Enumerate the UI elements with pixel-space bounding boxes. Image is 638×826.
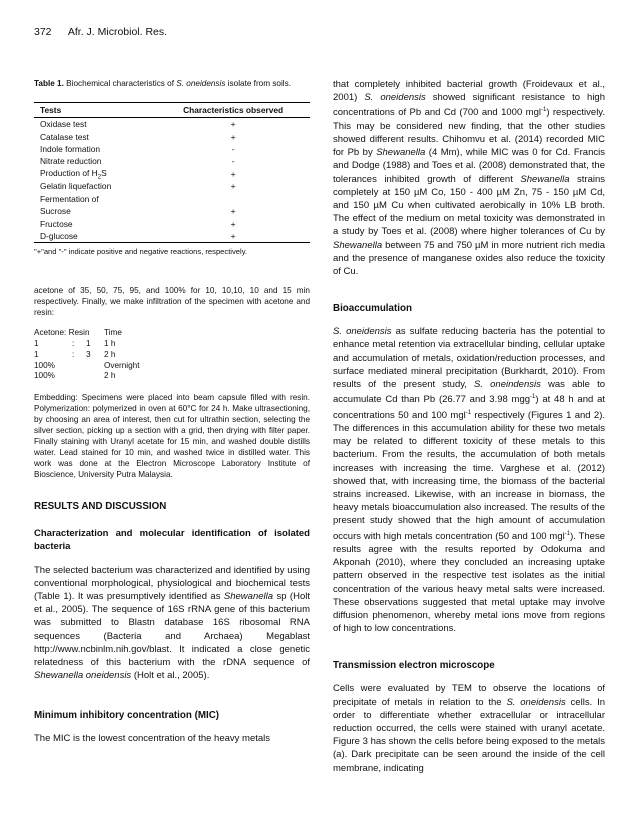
table-row: Nitrate reduction - bbox=[40, 156, 235, 167]
results-heading: RESULTS AND DISCUSSION bbox=[34, 501, 167, 513]
embedding-paragraph: Embedding: Specimens were placed into beam capsule filled with resin. Polymerization: polymerized in oven at 60°C for 24 h. Make ultrasectioning, by choosing an area of interest, then cut for ultrathin section, selecting the silver section, picking up a section with a grid, then drying with filter paper. Finally staining with Uranyl acetate for 15 min, and washed double distills water. Lead stained for 10 min, and washed twice in distilled water. This work was done at the Electron Microscope Laboratory Institute of Bioscience, University Putra Malaysia. bbox=[34, 393, 310, 480]
left-column bbox=[34, 78, 310, 746]
mic-heading: Minimum inhibitory concentration (MIC) bbox=[34, 710, 220, 722]
col-characteristics: Characteristics observed bbox=[150, 103, 310, 118]
mic-continued-paragraph: that completely inhibited bacterial growth (Froidevaux et al., 2001) S. oneidensis showed significant resistance to high concentrations of Pb and Cd (700 and 1000 mgl$^{-1}$) respectively. This may be considered new finding, that the other studies showed different results. Chihomvu et al. (2014) recorded MIC for Pb by Shewanella (4 Mm), while MIC was 0 for Cd. Francis and Dodge (1988) and Toes et al. (2008) demonstrated that, the tolerances inhibited growth of different Shewanella strains completely at 150 µM Co, 150 - 400 µM Zn, 75 - 150 µM Cd, and 150 µM Cu when cultivated aerobically in 10% LB broth. The effect of the medium on metal toxicity was demonstrated in a study by Toes et al. (2008) where higher tolerances of Cu by Shewanella between 75 and 750 µM in more nutrient rich media and the presence of manganese oxides also reduce the toxicity of Cu. bbox=[333, 79, 606, 277]
table-row: Catalase test + bbox=[40, 131, 236, 142]
tem-paragraph: Cells were evaluated by TEM to observe the locations of precipitate of metals in relation to the S. oneidensis cells. In order to differentiate whether extracellular or intracellular reduction occurred, the cells were stained with uranyl acetate. Figure 3 has shown the cells before being exposed to the metals (a). Dark precipitate can be seen around the inside of the cell membrane, indicating bbox=[333, 683, 605, 774]
mic-paragraph: The MIC is the lowest concentration of the heavy metals bbox=[34, 733, 271, 745]
col-tests: Tests bbox=[34, 103, 150, 118]
biochemical-table bbox=[34, 102, 310, 243]
table-row: Oxidase test + bbox=[40, 119, 236, 130]
bioaccumulation-heading: Bioaccumulation bbox=[333, 303, 412, 315]
table-row: Production of $H_2S$ + bbox=[40, 167, 236, 181]
table-row: Fermentation of bbox=[40, 193, 99, 204]
characterization-paragraph: The selected bacterium was characterized and identified by using conventional morphological, physiological and biochemical tests (Table 1). It was presumptively identified as Shewanella sp (Holt et al., 2005). The sequence of 16S rRNA gene of this bacterium was submitted to Blastn database 16S ribosomal RNA sequences (Bacteria and Archaea) Megablast http://www.ncbinlm.nih.gov/blast. It indicated a close genetic relatedness of this bacterium with the rDNA sequence of Shewanella oneidensis (Holt et al., 2005). bbox=[34, 564, 310, 682]
table-row: Indole formation - bbox=[40, 143, 235, 154]
tem-heading: Transmission electron microscope bbox=[333, 660, 495, 672]
right-column bbox=[333, 78, 605, 775]
bioaccumulation-paragraph: S. oneidensis as sulfate reducing bacteria has the potential to enhance metal retention via extracellular binding, cellular uptake and accumulation of metals, oxidation/reduction processes, and surface mediated mineral precipitation (Burkhardt, 2010). From results of the present study, S. oneindensis was able to accumulate Cd than Pb (26.77 and 3.98 mgg$^{-1}$) at 48 h and at concentrations 50 and 100 mgl$^{-1}$ respectively (Figures 1 and 2). The differences in this accumulation ability for these two metals may be related to different toxicity of these metals to this bacterium. From the results, the accumulation of both metals increases with increasing the time. Varghese et al. (2012) showed that, with increasing time, the biomass of the bacterial strains increased. Likewise, with an increase in biomass, the heavy metals bioaccumulation also increased. The results of the present study showed that the high amount of accumulation occurs with high metals concentration (50 and 100 mgl$^{-1}$). These results agree with the results reported by Odokuma and Akponah (2010), where they concluded an increasing uptake pattern observed in the respective test isolates as the initial concentration of the various heavy metal salts were increased. These observations suggested that metal uptake may involve diffusion phenomenon, whereby metal ions move from regions of high to low concentrations. bbox=[333, 326, 606, 635]
acetone-resin-list: Acetone: Resin Time 1 : 1 1 h 1 : 3 2 h 100% Overnight 100% 2 h bbox=[34, 328, 140, 381]
table-row: Gelatin liquefaction + bbox=[40, 181, 236, 192]
table-row: Sucrose + bbox=[40, 206, 236, 217]
running-header bbox=[34, 26, 167, 38]
page-number: 372 bbox=[34, 26, 52, 38]
table-footnote: "+"and "-" indicate positive and negative reactions, respectively. bbox=[34, 247, 248, 257]
table-row: Fructose + bbox=[40, 218, 236, 229]
table-row: D-glucose + bbox=[34, 230, 310, 243]
acetone-paragraph: acetone of 35, 50, 75, 95, and 100% for 10, 10,10, 10 and 15 min respectively. Finally, we make infiltration of the specimen with acetone and resin: bbox=[34, 286, 310, 318]
table1-caption: Table 1. Biochemical characteristics of S. oneidensis isolate from soils. bbox=[34, 79, 291, 88]
journal-name: Afr. J. Microbiol. Res. bbox=[67, 26, 168, 38]
characterization-heading: Characterization and molecular identification of isolated bacteria bbox=[34, 528, 310, 553]
